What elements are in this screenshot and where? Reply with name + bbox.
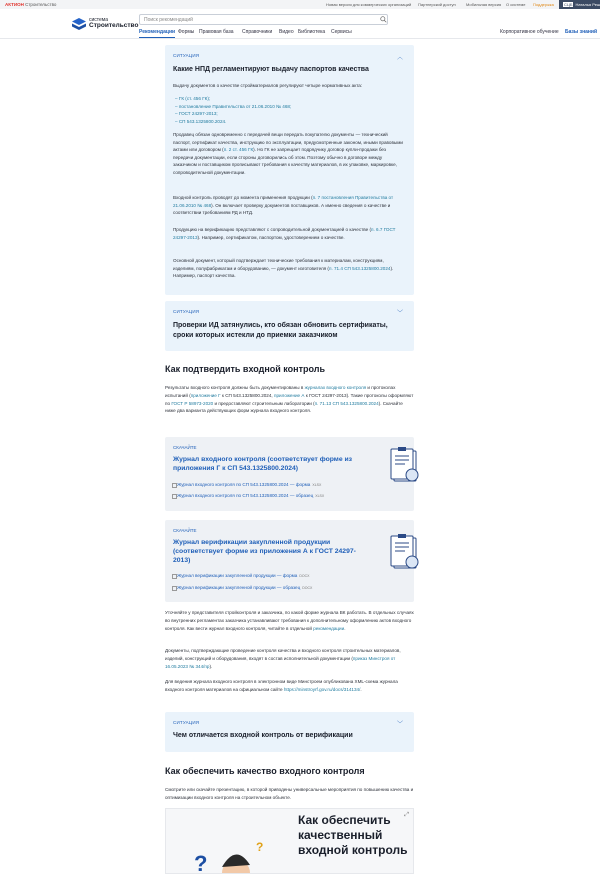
user-badge: СЦБ — [564, 2, 573, 7]
download-card-verification — [165, 520, 414, 602]
user-name: Наталья Реш — [575, 2, 600, 7]
download-link[interactable]: Журнал входного контроля по СП 543.1325800.2024 — форма XLSX — [177, 482, 322, 487]
svg-text:?: ? — [194, 851, 208, 874]
download-card-journal — [165, 437, 414, 511]
situation-box-certificates[interactable] — [165, 301, 414, 351]
presentation-title: Как обеспечить качественный входной контроль — [298, 813, 408, 857]
document-icon — [388, 533, 422, 573]
nav-video[interactable]: Видео — [279, 29, 294, 35]
list-item[interactable]: – СП 543.1325800.2024. — [175, 118, 227, 124]
paragraph: Основной документ, который подтверждает технические требования к материалам, конструкциям, изделиям, полуфабрикатам и оборудованию, — документ изготовителя (п. 71.4 СП 543.1325800.2024). Например, паспорт качества. — [173, 258, 394, 279]
list-item[interactable]: – ГОСТ 24297-2013; — [175, 111, 218, 117]
paragraph: Продукцию на верификацию представляют с сопроводительной документацией о качестве (п. 6.7 ГОСТ 24297-2013). Например, сертификатом, паспортом, удостоверением о качестве. — [173, 227, 396, 240]
download-tag: СКАЧАЙТЕ — [173, 528, 197, 533]
situation-list — [175, 95, 407, 125]
svg-text:?: ? — [256, 840, 264, 854]
search-input[interactable]: Поиск рекомендаций — [139, 14, 388, 25]
top-link-partner[interactable]: Партнерский доступ — [418, 2, 456, 7]
logo-icon[interactable] — [71, 17, 87, 31]
brand-red: АКТИОН — [5, 2, 24, 7]
paragraph: Для ведения журнала входного контроля в электронном виде Минстроем опубликована XML-схема журнала входного контроля материалов на официальном сайте https://minstroyrf.gov.ru/docs/314134/. — [165, 679, 398, 692]
expand-icon[interactable]: ⤢ — [404, 812, 409, 818]
chevron-down-icon[interactable]: ﹀ — [396, 311, 403, 317]
download-tag: СКАЧАЙТЕ — [173, 445, 197, 450]
paragraph: Входной контроль проводят до момента применения продукции (п. 7 постановления Правительства от 21.06.2010 № 468). Он включает проверку документов поставщиков. А именно сведения о качестве и соответствии требованиям РД и НТД. — [173, 195, 394, 216]
link[interactable]: п. 7 постановления Правительства от 21.06.2010 № 468 — [173, 195, 394, 208]
link[interactable]: https://minstroyrf.gov.ru/docs/314134/ — [283, 686, 361, 692]
download-link[interactable]: Журнал входного контроля по СП 543.1325800.2024 — образец XLSX — [177, 493, 325, 498]
link[interactable]: приказ Минстроя от 16.05.2023 № 344/пр — [165, 655, 396, 669]
situation-box-verification[interactable] — [165, 712, 414, 752]
top-link-support[interactable]: Поддержка — [533, 2, 554, 7]
link[interactable]: ГОСТ Р 58973-2020 — [171, 400, 214, 406]
list-item[interactable]: – ГК (ст. 456 ГК); — [175, 96, 211, 101]
situation-tag: СИТУАЦИЯ — [173, 53, 200, 58]
link[interactable]: п. 71.13 СП 543.1325800.2024 — [314, 400, 379, 406]
paragraph: Результаты входного контроля должны быть документированы в журналах входного контроля и протоколах испытаний (приложение Г к СП 543.1325800.2024, приложение А к ГОСТ 24297-2013). Такие протоколы оформляют по ГОСТ Р 58973-2020 и предоставляют строительным лаборатории (п. 71.13 СП 543.1325800.2024). Скачайте ниже два варианта действующих форм журнала входного контроля. — [165, 385, 414, 414]
situation-intro: Выдачу документов о качестве стройматериалов регулируют четыре нормативных акта: — [173, 83, 363, 88]
nav-directories[interactable]: Справочники — [242, 29, 273, 35]
list-item[interactable]: – постановление Правительства от 21.06.2010 № 468; — [175, 103, 292, 109]
nav-recommendations[interactable]: Рекомендации — [139, 29, 175, 38]
logo-line1: система — [89, 17, 109, 23]
section-heading: Как подтвердить входной контроль — [165, 364, 326, 374]
situation-title: Чем отличается входной контроль от верификации — [173, 732, 353, 739]
download-link[interactable]: Журнал верификации закупленной продукции — форма DOCX — [177, 573, 310, 578]
situation-title: Какие НПД регламентируют выдачу паспортов качества — [173, 66, 369, 73]
brand-rest: Строительство — [25, 2, 57, 7]
logo-text[interactable] — [89, 17, 138, 29]
link[interactable]: рекомендации — [313, 625, 345, 631]
brand[interactable] — [5, 2, 56, 7]
logo-line2: Строительство — [89, 22, 139, 29]
download-link[interactable]: Журнал верификации закупленной продукции — образец DOCX — [177, 585, 313, 590]
situation-tag: СИТУАЦИЯ — [173, 720, 200, 725]
presentation-preview[interactable] — [165, 808, 414, 874]
top-link-about[interactable]: О системе — [506, 2, 526, 7]
situation-tag: СИТУАЦИЯ — [173, 309, 200, 314]
download-title: Журнал входного контроля (соответствует форме из приложения Г к СП 543.1325800.2024) — [173, 456, 353, 472]
nav-forms[interactable]: Формы — [178, 29, 195, 35]
nav-legal[interactable]: Правовая база — [199, 29, 234, 35]
user-menu[interactable] — [559, 0, 600, 9]
link[interactable]: п. 2 ст. 456 ГК — [223, 147, 254, 153]
chevron-up-icon[interactable]: ︿ — [396, 55, 403, 61]
nav-knowledge-bases[interactable]: Базы знаний — [565, 29, 598, 35]
chevron-down-icon[interactable]: ﹀ — [396, 722, 403, 728]
situation-title: Проверки ИД затянулись, кто обязан обновить сертификаты, сроки которых истекли до приемки заказчиком — [173, 322, 388, 339]
nav-library[interactable]: Библиотека — [298, 29, 326, 35]
link[interactable]: приложение Г — [190, 392, 221, 398]
link[interactable]: журналах входного контроля — [304, 385, 367, 390]
link[interactable]: п. 71.4 СП 543.1325800.2024 — [328, 265, 391, 271]
paragraph: Документы, подтверждающие проведение контроля качества и входного контроля строительных материалов, изделий, конструкций и оборудования, входят в состав исполнительной документации (приказ Минстроя от 16.05.2023 № 344/пр). — [165, 648, 401, 669]
link[interactable]: п. 6.7 ГОСТ 24297-2013 — [173, 227, 396, 240]
situation-box-npd — [165, 45, 414, 295]
paragraph: Продавец обязан одновременно с передачей вещи передать покупателю документы — технический паспорт, сертификат качества, инструкцию по эксплуатации, предусмотренные законом, иными правовыми актами или договором (п. 2 ст. 456 ГК). Но ГК не запрещает подрядчику договор купли-продажи без передачи документации, если стороны договорились об этом. Поэтому обычно в договоре между заказчиком и поставщиком прописывают требования к качеству материалов, в их упаковке, маркировке, сопроводительной документации. — [173, 132, 403, 175]
top-link-new-version[interactable]: Новая версия для коммерческих организаций — [326, 2, 412, 7]
presentation-illustration — [184, 833, 274, 874]
top-bar — [0, 0, 600, 9]
document-icon — [388, 446, 422, 486]
header-divider — [0, 38, 600, 39]
download-title: Журнал верификации закупленной продукции (соответствует форме из приложения А к ГОСТ 24297-2013) — [173, 539, 356, 564]
paragraph: Смотрите или скачайте презентацию, в которой приводены универсальные мероприятия по повышению качества и оптимизации входного контроля на строительном объекте. — [165, 787, 414, 800]
paragraph: Уточняйте у представителя стройконтроля и заказчика, по какой форме журнала ВК работать. В отдельных случаях во внутренних регламентах заказчика устанавливают требования к дополнительному оформлению актов входного контроля. Как вести журнал входного контроля, читайте в отдельной рекомендации. — [165, 610, 414, 631]
nav-services[interactable]: Сервисы — [331, 29, 352, 35]
top-link-mobile[interactable]: Мобильная версия — [466, 2, 502, 7]
nav-corporate-training[interactable]: Корпоративное обучение — [500, 29, 559, 35]
search-icon[interactable] — [380, 16, 387, 23]
section-heading: Как обеспечить качество входного контроля — [165, 766, 365, 776]
link[interactable]: приложение А — [273, 392, 305, 398]
